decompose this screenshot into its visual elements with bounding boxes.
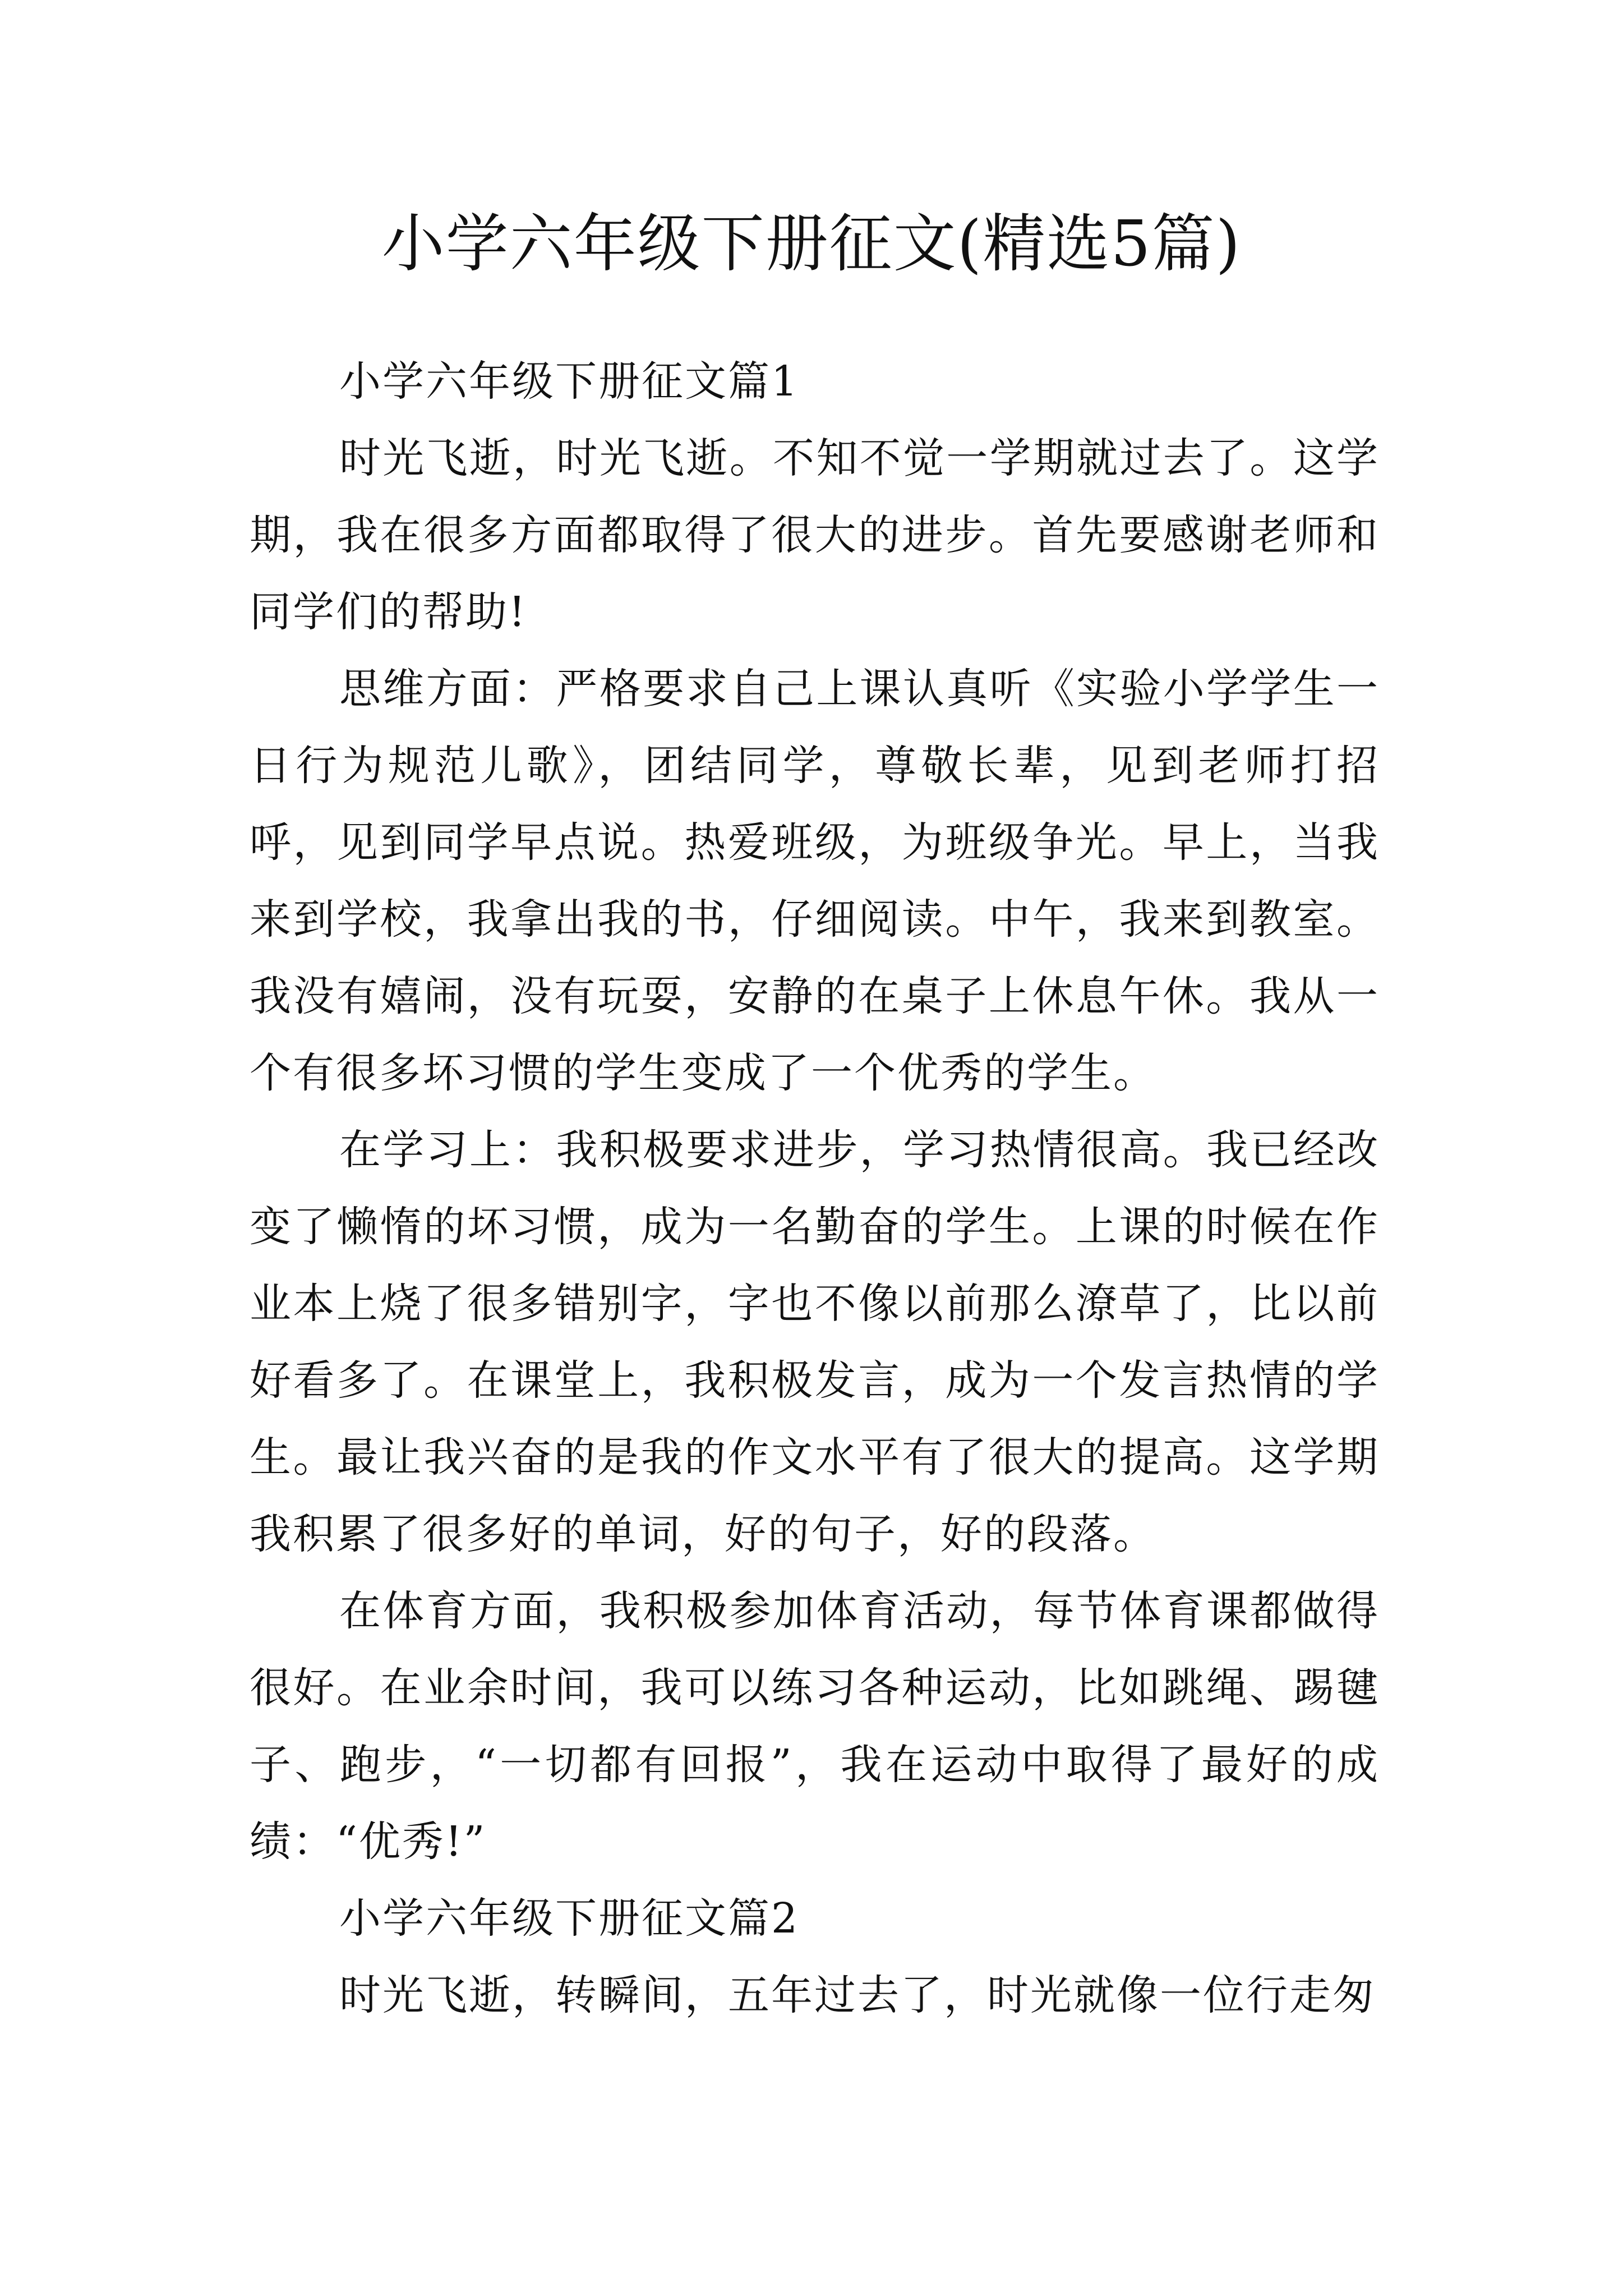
section-heading: 小学六年级下册征文篇2 (339, 1894, 800, 1943)
document-title: 小学六年级下册征文(精选5篇) (381, 208, 1242, 280)
paragraph: 时光飞逝，时光飞逝。不知不觉一学期就过去了。这学期，我在很多方面都取得了很大的进步。首先要感谢老师和同学们的帮助! (250, 434, 1380, 636)
section-heading: 小学六年级下册征文篇1 (339, 357, 800, 406)
document-body (250, 343, 1380, 2034)
paragraph: 思维方面：严格要求自己上课认真听《实验小学学生一日行为规范儿歌》，团结同学，尊敬长辈，见到老师打招呼，见到同学早点说。热爱班级，为班级争光。早上，当我来到学校，我拿出我的书，仔细阅读。中午，我来到教室。我没有嬉闹，没有玩耍，安静的在桌子上休息午休。我从一个有很多坏习惯的学生变成了一个优秀的学生。 (250, 665, 1380, 1097)
paragraph: 在体育方面，我积极参加体育活动，每节体育课都做得很好。在业余时间，我可以练习各种运动，比如跳绳、踢毽子、跑步，“一切都有回报”，我在运动中取得了最好的成绩：“优秀!” (250, 1587, 1380, 1866)
paragraph: 在学习上：我积极要求进步，学习热情很高。我已经改变了懒惰的坏习惯，成为一名勤奋的学生。上课的时候在作业本上烧了很多错别字，字也不像以前那么潦草了，比以前好看多了。在课堂上，我积极发言，成为一个发言热情的学生。最让我兴奋的是我的作文水平有了很大的提高。这学期我积累了很多好的单词，好的句子，好的段落。 (250, 1126, 1380, 1558)
paragraph: 时光飞逝，转瞬间，五年过去了，时光就像一位行走匆 (339, 1971, 1376, 2019)
